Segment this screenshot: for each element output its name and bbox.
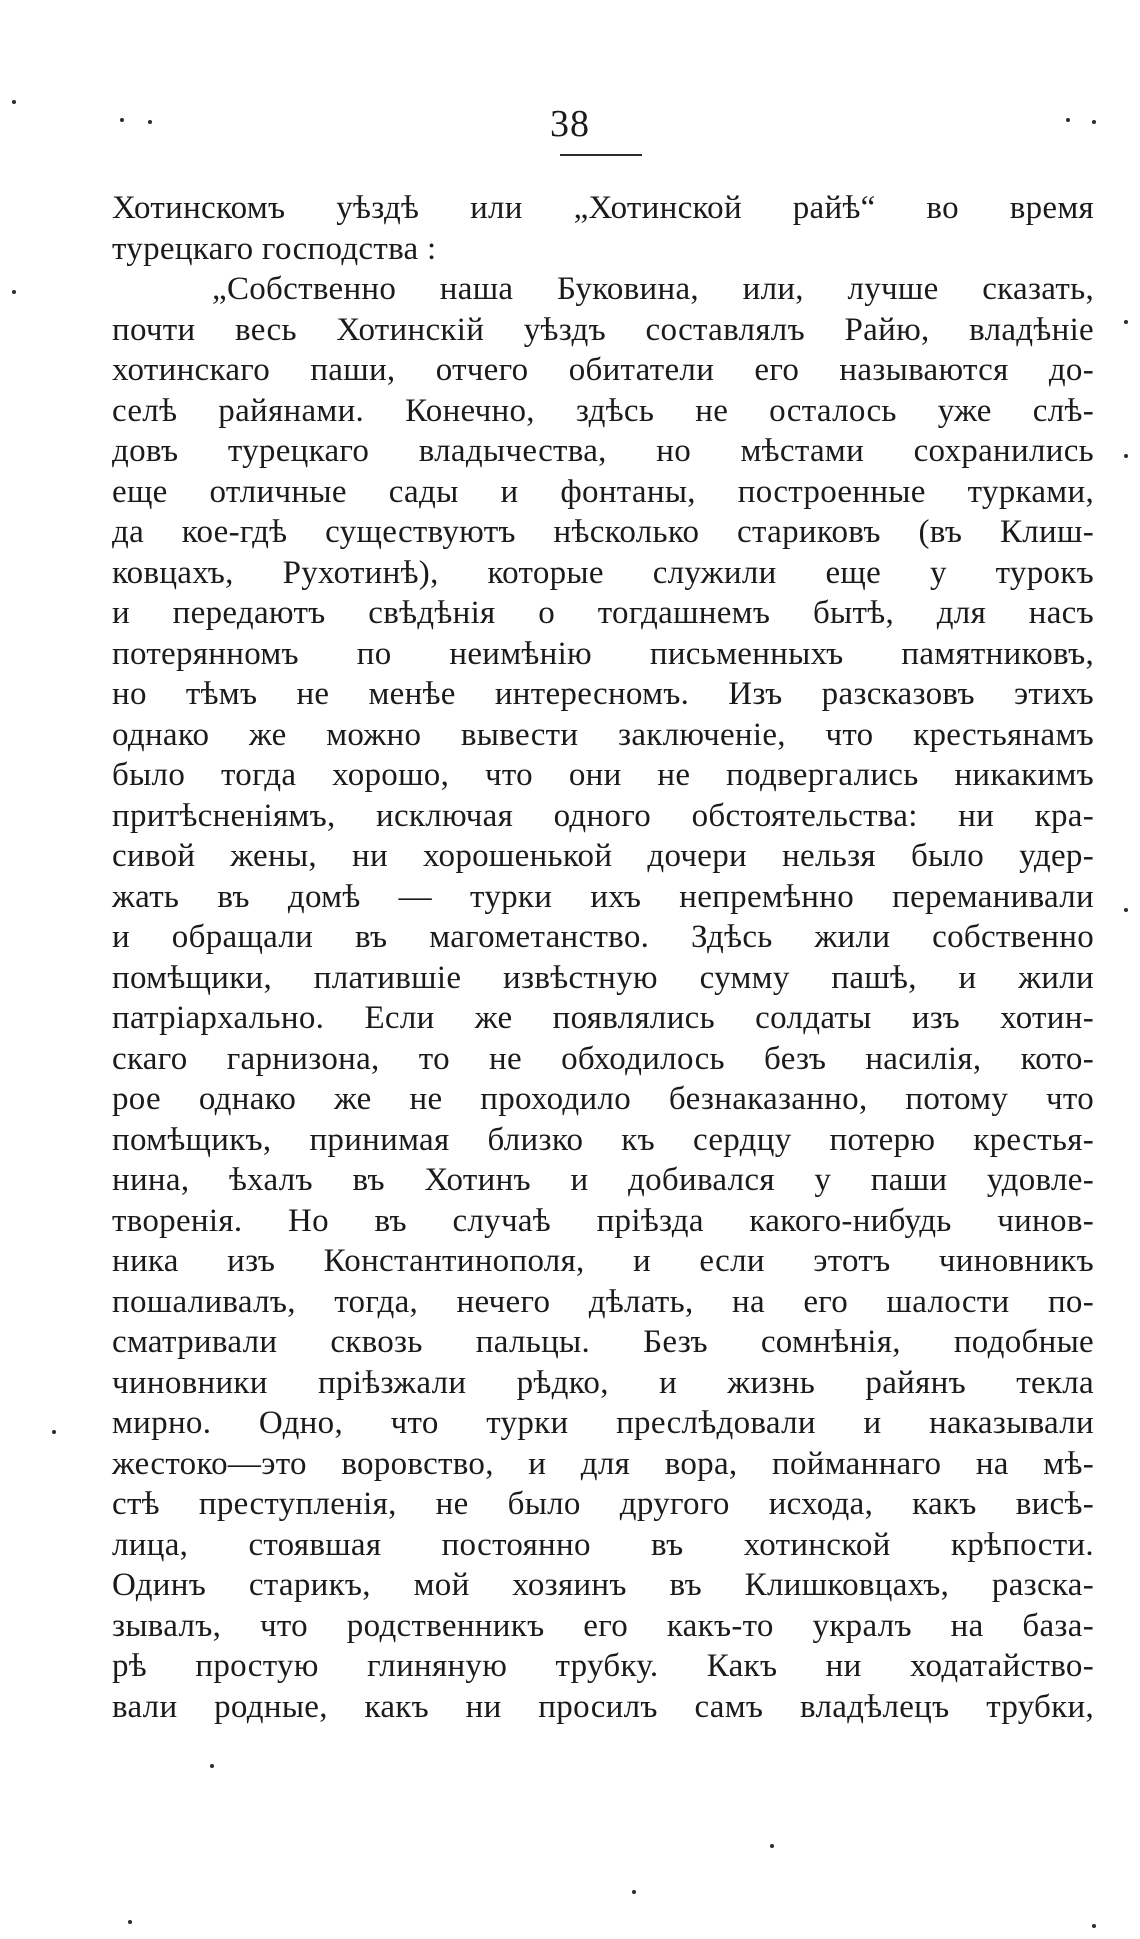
text-line: зывалъ, что родственникъ его какъ-то укралъ на база- bbox=[112, 1607, 1094, 1644]
text-line: сматривали сквозь пальцы. Безъ сомнѣнія, подобные bbox=[112, 1324, 1094, 1360]
scan-speck bbox=[1092, 1924, 1096, 1928]
text-line: помѣщикъ, принимая близко къ сердцу потерю крестья- bbox=[112, 1121, 1094, 1158]
text-line: довъ турецкаго владычества, но мѣстами сохранились bbox=[112, 433, 1094, 469]
scan-speck bbox=[770, 1844, 774, 1848]
text-line: мирно. Одно, что турки преслѣдовали и наказывали bbox=[112, 1405, 1094, 1441]
text-line: потерянномъ по неимѣнію письменныхъ памятниковъ, bbox=[112, 635, 1094, 672]
scan-speck bbox=[1124, 908, 1128, 912]
text-line: Одинъ старикъ, мой хозяинъ въ Клишковцахъ, разска- bbox=[112, 1567, 1094, 1603]
text-line: вали родные, какъ ни просилъ самъ владѣлецъ трубки, bbox=[112, 1688, 1094, 1725]
text-line: патріархально. Если же появлялись солдаты изъ хотин- bbox=[112, 1000, 1094, 1036]
page-number: 38 bbox=[550, 103, 590, 145]
text-line: помѣщики, платившіе извѣстную сумму пашѣ, и жили bbox=[112, 959, 1094, 996]
text-line: и передаютъ свѣдѣнія о тогдашнемъ бытѣ, для насъ bbox=[112, 595, 1094, 631]
text-line: но тѣмъ не менѣе интересномъ. Изъ разсказовъ этихъ bbox=[112, 676, 1094, 712]
text-line: лица, стоявшая постоянно въ хотинской крѣпости. bbox=[112, 1526, 1094, 1563]
body-text bbox=[112, 188, 1094, 1727]
text-line: ника изъ Константинополя, и если этотъ чиновникъ bbox=[112, 1243, 1094, 1279]
text-line: „Собственно наша Буковина, или, лучше сказать, bbox=[212, 271, 1094, 307]
text-line: нина, ѣхалъ въ Хотинъ и добивался у паши удовле- bbox=[112, 1162, 1094, 1198]
text-line: стѣ преступленія, не было другого исхода, какъ висѣ- bbox=[112, 1486, 1094, 1522]
scan-speck bbox=[148, 120, 152, 124]
text-line: турецкаго господства : bbox=[112, 230, 437, 267]
text-line: скаго гарнизона, то не обходилось безъ насилія, кото- bbox=[112, 1040, 1094, 1077]
text-line: хотинскаго паши, отчего обитатели его называются до- bbox=[112, 352, 1094, 388]
page-number-rule bbox=[560, 154, 642, 156]
scan-speck bbox=[1124, 454, 1128, 458]
text-line: жестоко—это воровство, и для вора, пойманнаго на мѣ- bbox=[112, 1445, 1094, 1482]
text-line: однако же можно вывести заключеніе, что крестьянамъ bbox=[112, 716, 1094, 753]
text-line: рое однако же не проходило безнаказанно, потому что bbox=[112, 1081, 1094, 1117]
text-line: ковцахъ, Рухотинѣ), которые служили еще у турокъ bbox=[112, 554, 1094, 591]
text-line: притѣсненіямъ, исключая одного обстоятельства: ни кра- bbox=[112, 797, 1094, 834]
text-line: чиновники пріѣзжали рѣдко, и жизнь райянъ текла bbox=[112, 1364, 1094, 1401]
text-line: Хотинскомъ уѣздѣ или „Хотинской райѣ“ во время bbox=[112, 190, 1094, 226]
scan-speck bbox=[632, 1890, 636, 1894]
scan-speck bbox=[1066, 118, 1070, 122]
text-line: сивой жены, ни хорошенькой дочери нельзя было удер- bbox=[112, 838, 1094, 874]
text-line: селѣ райянами. Конечно, здѣсь не осталось уже слѣ- bbox=[112, 392, 1094, 429]
text-line: рѣ простую глиняную трубку. Какъ ни ходатайство- bbox=[112, 1648, 1094, 1684]
text-line: почти весь Хотинскій уѣздъ составлялъ Райю, владѣніе bbox=[112, 311, 1094, 348]
text-line: творенія. Но въ случаѣ пріѣзда какого-нибудь чинов- bbox=[112, 1202, 1094, 1239]
scan-speck bbox=[120, 118, 124, 122]
scan-speck bbox=[12, 100, 16, 104]
scan-speck bbox=[1124, 320, 1128, 324]
text-line: еще отличные сады и фонтаны, построенные турками, bbox=[112, 473, 1094, 510]
scan-speck bbox=[210, 1764, 214, 1768]
scan-speck bbox=[52, 1430, 56, 1434]
text-line: и обращали въ магометанство. Здѣсь жили собственно bbox=[112, 919, 1094, 955]
text-line: пошаливалъ, тогда, нечего дѣлать, на его шалости по- bbox=[112, 1283, 1094, 1320]
text-line: было тогда хорошо, что они не подвергались никакимъ bbox=[112, 757, 1094, 793]
scan-speck bbox=[12, 290, 16, 294]
scan-speck bbox=[128, 1920, 132, 1924]
scan-speck bbox=[1092, 120, 1096, 124]
text-line: да кое-гдѣ существуютъ нѣсколько стариковъ (въ Клиш- bbox=[112, 514, 1094, 550]
text-line: жать въ домѣ — турки ихъ непремѣнно переманивали bbox=[112, 878, 1094, 915]
